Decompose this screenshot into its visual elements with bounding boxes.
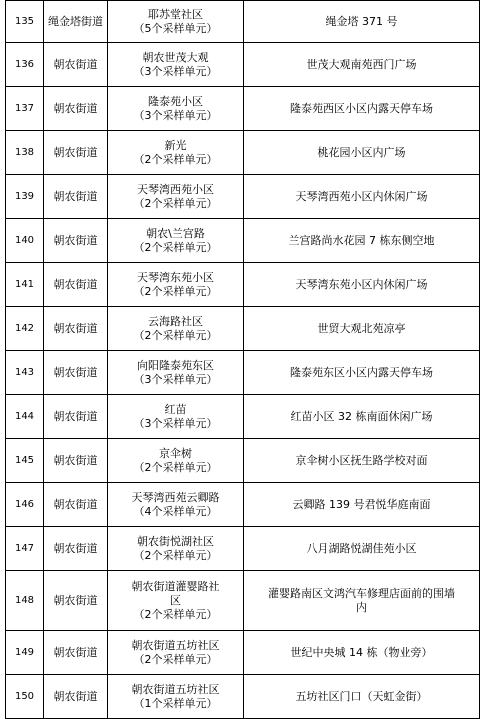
community-cell xyxy=(108,263,244,307)
community-line: 云海路社区 xyxy=(148,314,203,328)
street-name: 朝农街道 xyxy=(44,395,108,439)
row-number: 145 xyxy=(6,439,44,483)
site-line: 世茂大观南苑西门广场 xyxy=(306,57,417,71)
row-number: 148 xyxy=(6,571,44,631)
community-cell xyxy=(108,43,244,87)
sampling-site-cell xyxy=(244,439,480,483)
site-line: 红苗小区 32 栋南面休闲广场 xyxy=(290,409,433,423)
sampling-site-cell xyxy=(244,675,480,719)
table-row xyxy=(6,675,480,719)
street-name: 朝农街道 xyxy=(44,307,108,351)
community-line: （3个采样单元） xyxy=(133,64,218,78)
community-line: 向阳隆泰苑东区 xyxy=(137,358,214,372)
site-line: 灌婴路南区文鸿汽车修理店面前的围墙 xyxy=(268,586,455,600)
community-cell xyxy=(108,351,244,395)
row-number: 149 xyxy=(6,631,44,675)
community-line: 红苗 xyxy=(164,402,187,416)
table-row xyxy=(6,571,480,631)
community-line: 耶苏堂社区 xyxy=(148,7,203,21)
community-line: （2个采样单元） xyxy=(133,460,218,474)
community-line: 新光 xyxy=(164,138,187,152)
community-line: 朝农街悦湖社区 xyxy=(137,534,214,548)
community-cell xyxy=(108,307,244,351)
community-cell xyxy=(108,395,244,439)
community-line: （3个采样单元） xyxy=(133,372,218,386)
community-line: 朝农世茂大观 xyxy=(142,50,209,64)
row-number: 137 xyxy=(6,87,44,131)
community-line: （3个采样单元） xyxy=(133,416,218,430)
community-cell xyxy=(108,571,244,631)
community-cell xyxy=(108,675,244,719)
community-cell xyxy=(108,527,244,571)
site-line: 世纪中央城 14 栋（物业旁） xyxy=(290,645,433,659)
community-cell xyxy=(108,439,244,483)
row-number: 143 xyxy=(6,351,44,395)
community-cell xyxy=(108,131,244,175)
community-line: 朝农街道五坊社区 xyxy=(131,638,220,652)
row-number: 139 xyxy=(6,175,44,219)
sampling-site-cell xyxy=(244,219,480,263)
community-line: （2个采样单元） xyxy=(133,548,218,562)
site-line: 八月湖路悦湖佳苑小区 xyxy=(306,541,417,555)
community-line: 区 xyxy=(170,593,181,607)
street-name: 朝农街道 xyxy=(44,175,108,219)
community-line: 天琴湾西苑云卿路 xyxy=(131,490,220,504)
community-line: （4个采样单元） xyxy=(133,504,218,518)
street-name: 朝农街道 xyxy=(44,483,108,527)
community-line: 朝农街道五坊社区 xyxy=(131,682,220,696)
table-row xyxy=(6,631,480,675)
sampling-site-cell xyxy=(244,87,480,131)
table-row xyxy=(6,527,480,571)
community-line: 天琴湾西苑小区 xyxy=(137,182,214,196)
community-line: （2个采样单元） xyxy=(133,328,218,342)
site-line: 隆泰苑东区小区内露天停车场 xyxy=(290,365,433,379)
row-number: 138 xyxy=(6,131,44,175)
community-line: （5个采样单元） xyxy=(133,21,218,35)
community-line: （2个采样单元） xyxy=(133,196,218,210)
sampling-sites-table xyxy=(5,0,480,719)
street-name: 朝农街道 xyxy=(44,675,108,719)
sampling-site-cell xyxy=(244,527,480,571)
site-line: 云卿路 139 号君悦华庭南面 xyxy=(292,497,431,511)
table-row xyxy=(6,483,480,527)
street-name: 朝农街道 xyxy=(44,131,108,175)
street-name: 绳金塔街道 xyxy=(44,1,108,43)
community-cell xyxy=(108,219,244,263)
site-line: 桃花园小区内广场 xyxy=(317,145,406,159)
row-number: 142 xyxy=(6,307,44,351)
table-row xyxy=(6,395,480,439)
table-row xyxy=(6,351,480,395)
site-line: 内 xyxy=(356,600,367,614)
table-row xyxy=(6,263,480,307)
community-cell xyxy=(108,175,244,219)
table-body xyxy=(6,1,480,719)
community-line: （2个采样单元） xyxy=(133,607,218,621)
sampling-site-cell xyxy=(244,351,480,395)
community-cell xyxy=(108,1,244,43)
sampling-site-cell xyxy=(244,43,480,87)
sampling-site-cell xyxy=(244,571,480,631)
street-name: 朝农街道 xyxy=(44,439,108,483)
community-line: （2个采样单元） xyxy=(133,652,218,666)
row-number: 136 xyxy=(6,43,44,87)
community-cell xyxy=(108,87,244,131)
row-number: 141 xyxy=(6,263,44,307)
table-row xyxy=(6,43,480,87)
community-line: （2个采样单元） xyxy=(133,284,218,298)
street-name: 朝农街道 xyxy=(44,87,108,131)
street-name: 朝农街道 xyxy=(44,263,108,307)
sampling-site-cell xyxy=(244,1,480,43)
row-number: 135 xyxy=(6,1,44,43)
sampling-site-cell xyxy=(244,131,480,175)
site-line: 天琴湾西苑小区内休闲广场 xyxy=(295,189,428,203)
row-number: 146 xyxy=(6,483,44,527)
community-line: （3个采样单元） xyxy=(133,108,218,122)
row-number: 150 xyxy=(6,675,44,719)
site-line: 兰宫路尚水花园 7 栋东侧空地 xyxy=(288,233,435,247)
street-name: 朝农街道 xyxy=(44,527,108,571)
table-row xyxy=(6,219,480,263)
community-line: 隆泰苑小区 xyxy=(148,94,203,108)
site-line: 绳金塔 371 号 xyxy=(325,14,398,28)
sampling-site-cell xyxy=(244,307,480,351)
sampling-site-cell xyxy=(244,631,480,675)
table-row xyxy=(6,439,480,483)
community-cell xyxy=(108,631,244,675)
community-cell xyxy=(108,483,244,527)
community-line: 天琴湾东苑小区 xyxy=(137,270,214,284)
site-line: 天琴湾东苑小区内休闲广场 xyxy=(295,277,428,291)
row-number: 140 xyxy=(6,219,44,263)
table-row xyxy=(6,307,480,351)
community-line: （2个采样单元） xyxy=(133,240,218,254)
street-name: 朝农街道 xyxy=(44,571,108,631)
community-line: 朝农街道灌婴路社 xyxy=(131,579,220,593)
street-name: 朝农街道 xyxy=(44,631,108,675)
site-line: 五坊社区门口（天虹金街） xyxy=(295,689,428,703)
row-number: 147 xyxy=(6,527,44,571)
community-line: （1个采样单元） xyxy=(133,696,218,710)
street-name: 朝农街道 xyxy=(44,43,108,87)
community-line: （2个采样单元） xyxy=(133,152,218,166)
sampling-site-cell xyxy=(244,395,480,439)
community-line: 朝农\兰宫路 xyxy=(146,226,205,240)
sampling-site-cell xyxy=(244,263,480,307)
community-line: 京伞树 xyxy=(159,446,192,460)
site-line: 京伞树小区抚生路学校对面 xyxy=(295,453,428,467)
site-line: 隆泰苑西区小区内露天停车场 xyxy=(290,101,433,115)
site-line: 世贸大观北苑凉亭 xyxy=(317,321,406,335)
sampling-site-cell xyxy=(244,483,480,527)
sampling-site-cell xyxy=(244,175,480,219)
street-name: 朝农街道 xyxy=(44,219,108,263)
table-row xyxy=(6,87,480,131)
street-name: 朝农街道 xyxy=(44,351,108,395)
table-row xyxy=(6,175,480,219)
table-row xyxy=(6,1,480,43)
table-row xyxy=(6,131,480,175)
row-number: 144 xyxy=(6,395,44,439)
